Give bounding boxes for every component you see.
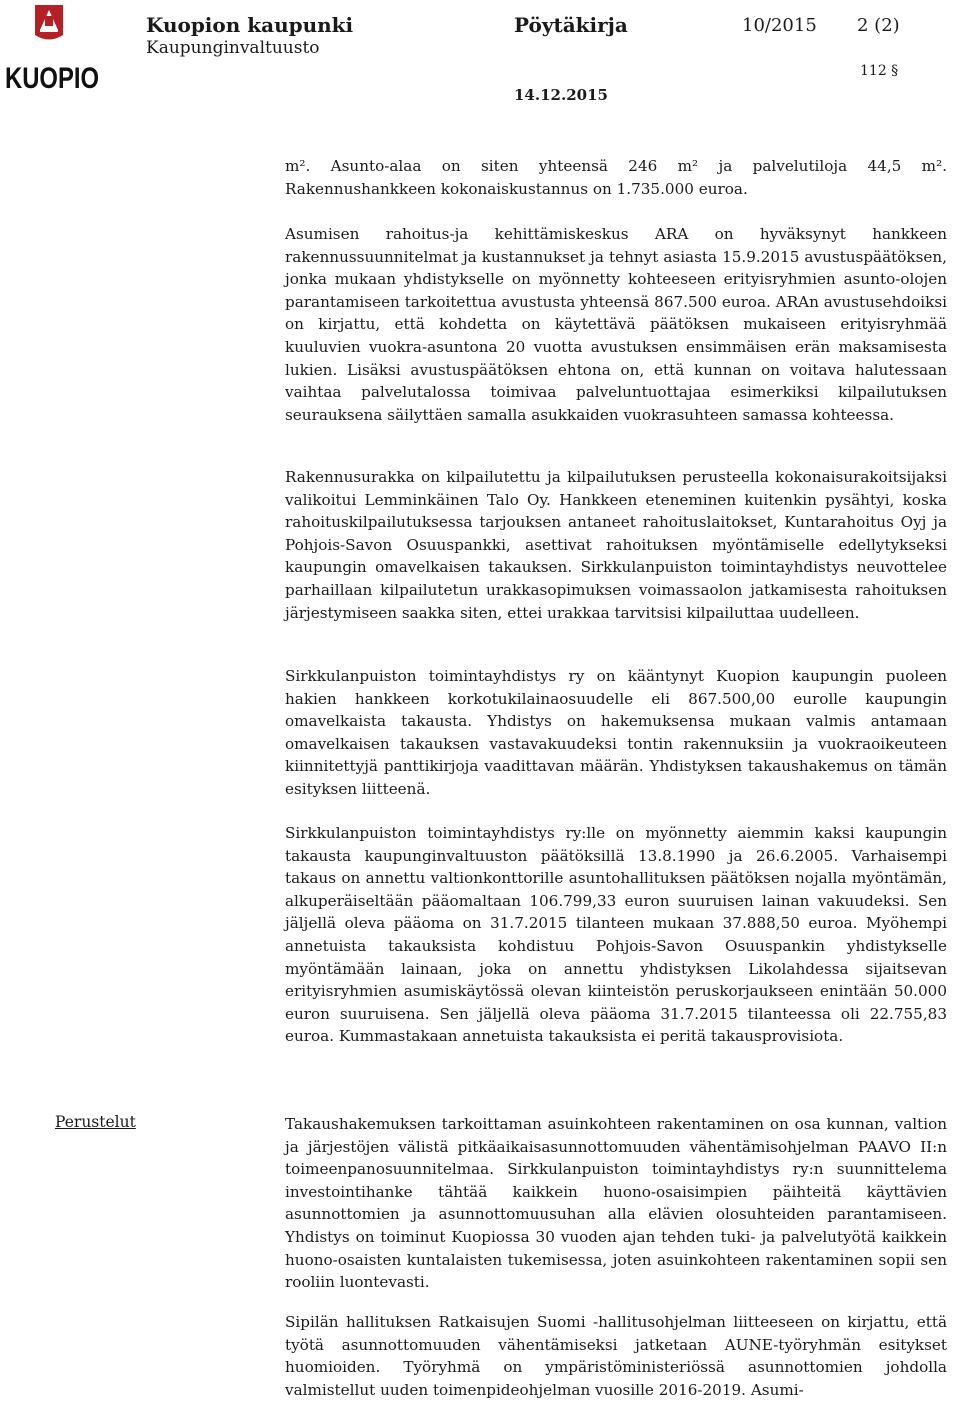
body-paragraph: m². Asunto-alaa on siten yhteensä 246 m² ja palvelutiloja 44,5 m². Rakennushankkeen kokonaiskustannus on 1.735.000 euroa. bbox=[285, 157, 947, 198]
logo-wordmark: KUOPIO bbox=[5, 62, 99, 95]
header-body: Kaupunginvaltuusto bbox=[146, 38, 320, 58]
body-paragraph: Asumisen rahoitus-ja kehittämiskeskus ARA on hyväksynyt hankkeen rakennussuunnitelmat ja kustannukset ja tehnyt asiasta 15.9.2015 avustuspäätöksen, jonka mukaan yhdistykselle on myönnetty kohteeseen erityisryhmien asunto-olojen parantamiseen tarkoitettua avustusta yhteensä 867.500 euroa. ARAn avustusehdoiksi on kirjattu, että kohdetta on käytettävä päätöksen mukaiseen erityisryhmää kuuluvien vuokra-asuntona 20 vuotta avustuksen ensimmäisen erän maksamisesta lukien. Lisäksi avustuspäätöksen ehtona on, että kunnan on voitava halutessaan vaihtaa palvelutalossa toimivaa palveluntuottajaa esimerkiksi kilpailutuksen seurauksena säilyttäen samalla asukkaiden vuokrasuhteen samassa kohteessa. bbox=[285, 225, 947, 424]
body-paragraph: Rakennusurakka on kilpailutettu ja kilpailutuksen perusteella kokonaisurakoitsijaksi valikoitui Lemminkäinen Talo Oy. Hankkeen eteneminen kuitenkin pysähtyi, koska rahoituskilpailutuksessa tarjouksen antaneet rahoituslaitokset, Kuntarahoitus Oyj ja Pohjois-Savon Osuuspankki, asettivat rahoituksen myöntämiselle edellytykseksi kaupungin omavelkaisen takauksen. Sirkkulanpuiston toimintayhdistys neuvottelee parhaillaan kilpailutetun urakkasopimuksen voimassaolon jatkamisesta rahoituksen järjestymiseen saakka siten, ettei urakkaa tarvitsisi kilpailuttaa uudelleen. bbox=[285, 468, 947, 622]
body-paragraph: Sirkkulanpuiston toimintayhdistys ry on kääntynyt Kuopion kaupungin puoleen hakien hankkeen korkotukilainaosuudelle eli 867.500,00 eurolle kaupungin omavelkaista takausta. Yhdistys on hakemuksensa mukaan valmis antamaan omavelkaisen takauksen vastavakuudeksi tontin rakennuksiin ja vuokraoikeuteen kiinnitettyjä panttikirjoja vaadittavan määrän. Yhdistyksen takaushakemus on tämän esityksen liitteenä. bbox=[285, 667, 947, 798]
perustelut-paragraph: Sipilän hallituksen Ratkaisujen Suomi -hallitusohjelman liitteeseen on kirjattu, että työtä asunnottomuuden vähentämiseksi jatketaan AUNE-työryhmän esitykset huomioiden. Työryhmä on ympäristöministeriössä asunnottomien johdolla valmistellut uuden toimenpideohjelman vuosille 2016-2019. Asumi- bbox=[285, 1313, 947, 1399]
header-date: 14.12.2015 bbox=[514, 86, 608, 104]
perustelut-label: Perustelut bbox=[55, 1113, 136, 1131]
header-doc-type: Pöytäkirja bbox=[514, 13, 628, 37]
header-city: Kuopion kaupunki bbox=[146, 13, 354, 37]
perustelut-paragraph: Takaushakemuksen tarkoittaman asuinkohteen rakentaminen on osa kunnan, valtion ja järjestöjen välistä pitkäaikaisasunnottomuuden vähentämisohjelman PAAVO II:n toimeenpanosuunnitelmaa. Sirkkulanpuiston toimintayhdistys ry:n suunnittelema investointihanke tähtää kaikkein huono-osaisimpien päihteitä käyttävien asunnottomien ja asunnottomuusuhan alla elävien olosuhteiden parantamiseen. Yhdistys on toiminut Kuopiossa 30 vuoden ajan tehden tuki- ja palvelutyötä kaikkein huono-osaisten kuntalaisten tukemisessa, joten asuinkohteen rakentaminen sopii sen rooliin luontevasti. bbox=[285, 1115, 947, 1292]
header-doc-number: 10/2015 bbox=[742, 15, 817, 36]
header-page-number: 2 (2) bbox=[857, 15, 900, 36]
kuopio-logo bbox=[4, 2, 100, 94]
header-section: 112 § bbox=[860, 63, 899, 79]
body-paragraph: Sirkkulanpuiston toimintayhdistys ry:lle on myönnetty aiemmin kaksi kaupungin takausta kaupunginvaltuuston päätöksillä 13.8.1990 ja 26.6.2005. Varhaisempi takaus on annettu valtionkonttorille asuntohallituksen päätöksen nojalla myöntämän, alkuperäiseltään pääomaltaan 106.799,33 euron suuruisen lainan vakuudeksi. Sen jäljellä oleva pääoma on 31.7.2015 tilanteen mukaan 37.888,50 euroa. Myöhempi annetuista takauksista kohdistuu Pohjois-Savon Osuuspankin yhdistykselle myöntämään lainaan, joka on annettu yhdistyksen Likolahdessa sijaitsevan erityisryhmien asumiskäytössä olevan kiinteistön peruskorjaukseen enintään 50.000 euron suuruisena. Sen jäljellä oleva pääoma 31.7.2015 tilanteessa oli 22.755,83 euroa. Kummastakaan annetuista takauksista ei peritä takausprovisiota. bbox=[285, 824, 947, 1046]
